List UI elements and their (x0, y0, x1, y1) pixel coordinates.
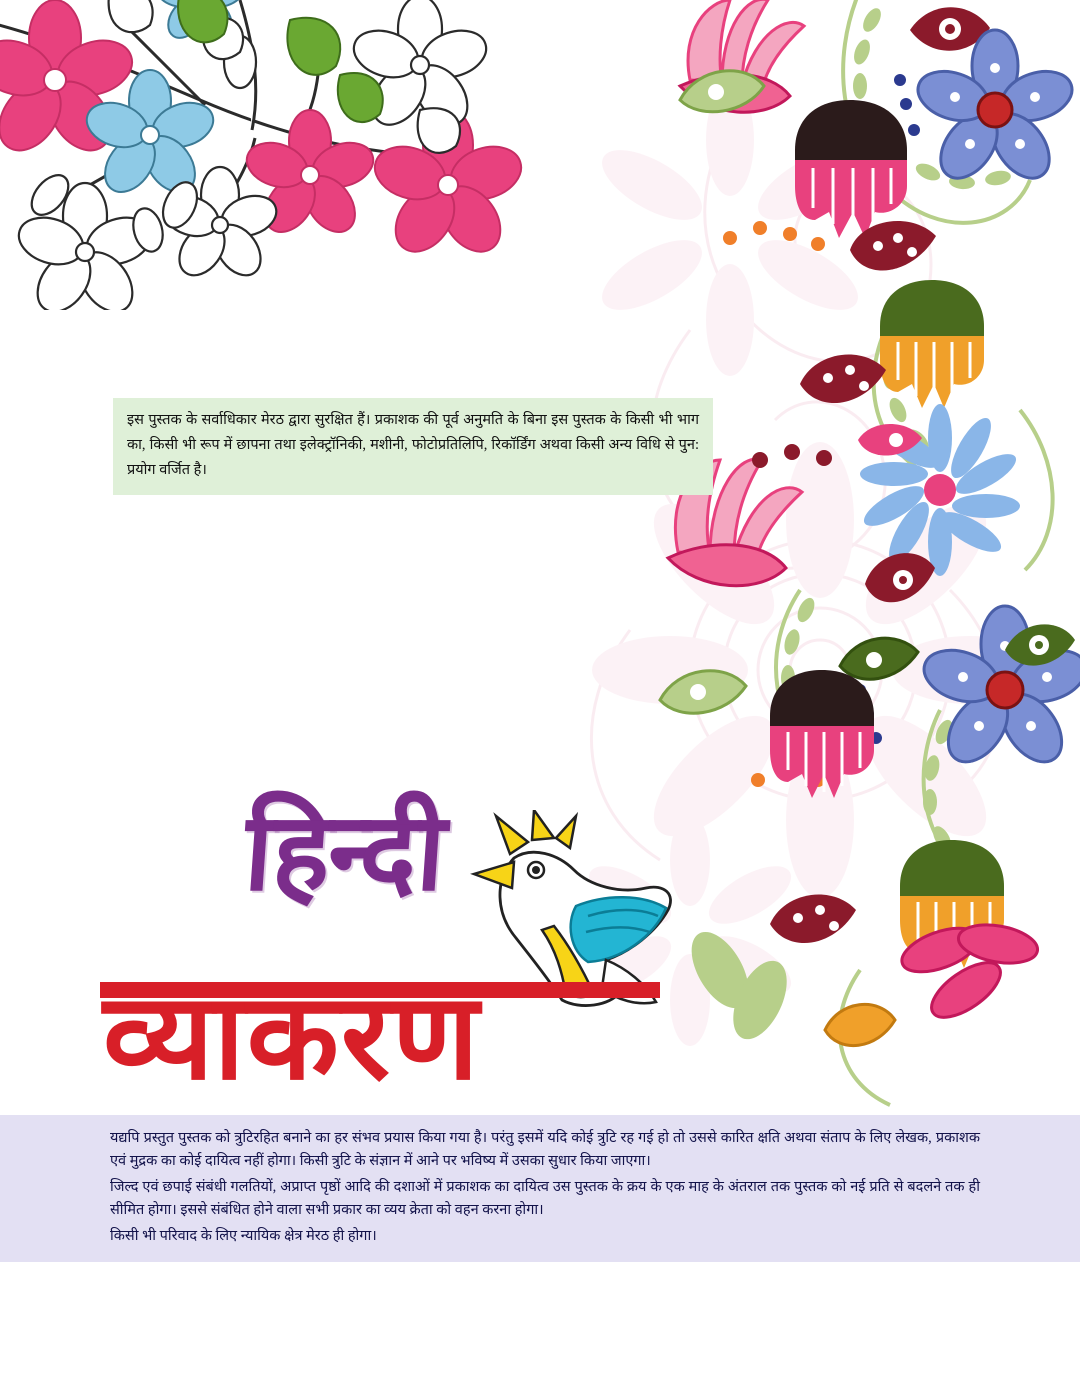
book-title-block (95, 794, 715, 1104)
copyright-notice-box (113, 398, 713, 495)
disclaimer-box (0, 1115, 1080, 1262)
disclaimer-paragraph-3: किसी भी परिवाद के लिए न्यायिक क्षेत्र मेरठ ही होगा। (110, 1227, 377, 1244)
title-line-hindi: हिन्दी (240, 794, 448, 913)
disclaimer-paragraph-1: यद्यपि प्रस्तुत पुस्तक को त्रुटिरहित बनाने का हर संभव प्रयास किया गया है। परंतु इसमें यदि कोई त्रुटि रह गई हो तो उससे कारित क्षति अथवा संताप के लिए लेखक, प्रकाशक एवं मुद्रक का कोई दायित्व नहीं होगा। किसी त्रुटि के संज्ञान में आने पर भविष्य में उसका सुधार किया जाएगा। (110, 1130, 980, 1170)
disclaimer-paragraph-2: जिल्द एवं छपाई संबंधी गलतियों, अप्राप्त पृष्ठों आदि की दशाओं में प्रकाशक का दायित्व उस पुस्तक के क्रय के एक माह के अंतराल तक पुस्तक को नई प्रति से बदलने तक ही सीमित होगा। इससे संबंधित होने वाला सभी प्रकार का व्यय क्रेता को वहन करना होगा। (110, 1178, 980, 1219)
title-line-vyakaran: व्याकरण (103, 971, 481, 1104)
floral-branch-illustration (0, 0, 570, 310)
copyright-text: इस पुस्तक के सर्वाधिकार मेरठ द्वारा सुरक्षित हैं। प्रकाशक की पूर्व अनुमति के बिना इस पुस्तक के किसी भी भाग का, किसी भी रूप में छापना तथा इलेक्ट्रॉनिकी, मशीनी, फोटोप्रतिलिपि, रिकॉर्डिंग अथवा किसी अन्य विधि से पुन: प्रयोग वर्जित है। (127, 412, 699, 478)
